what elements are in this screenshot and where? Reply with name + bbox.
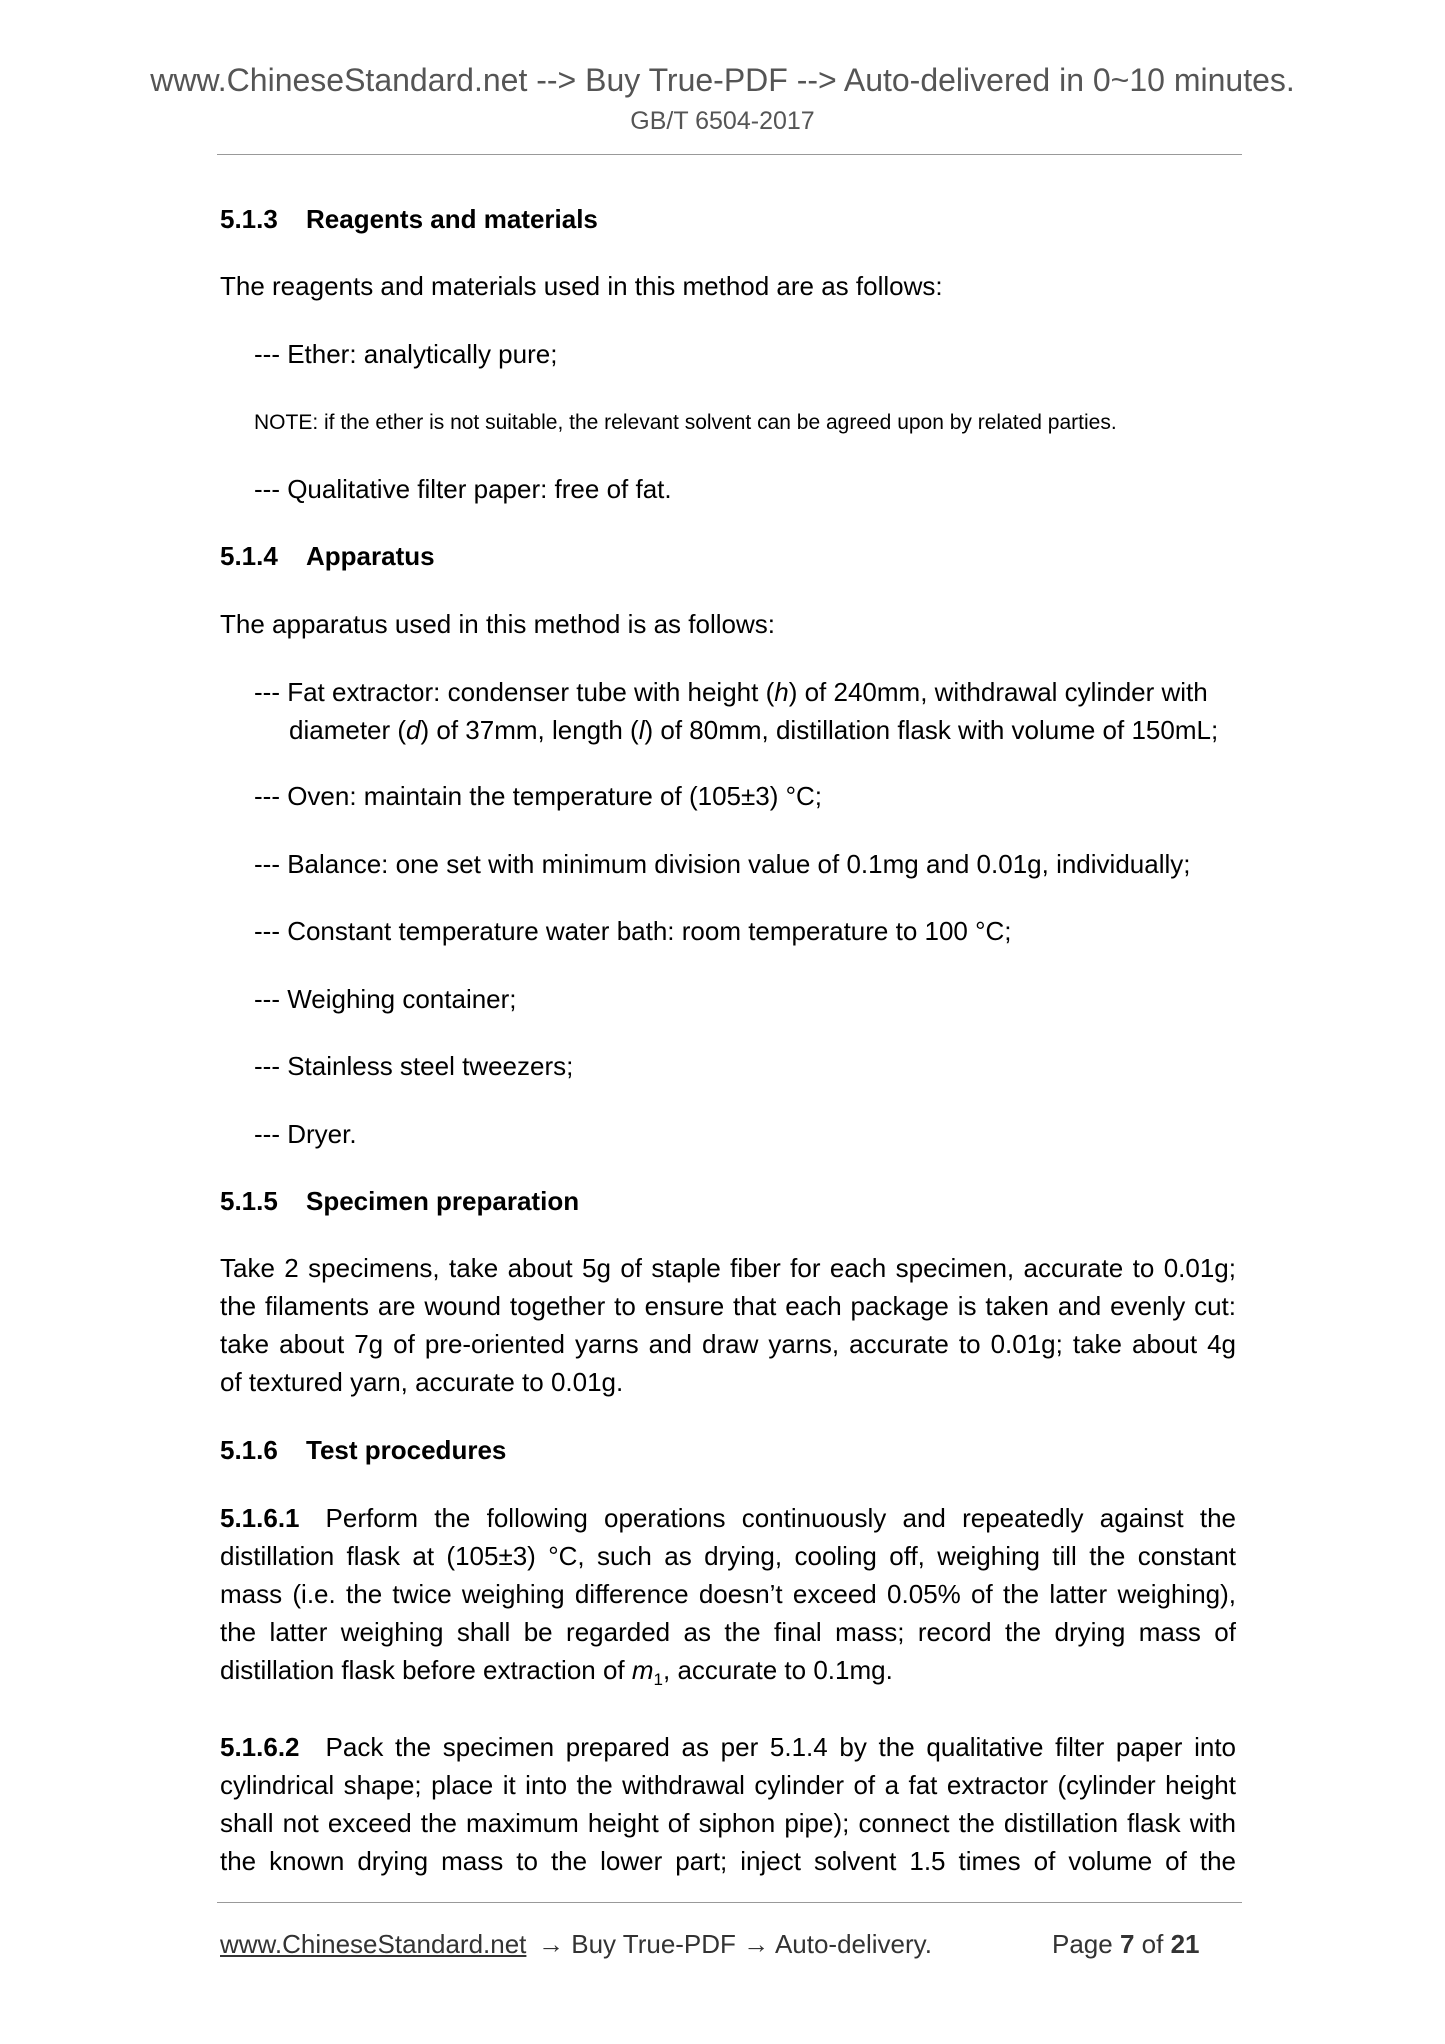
clause-number: 5.1.6.2 xyxy=(220,1732,300,1762)
apparatus-item-oven: --- Oven: maintain the temperature of (105±3) °C; xyxy=(254,781,823,811)
standard-number: GB/T 6504-2017 xyxy=(630,107,815,135)
apparatus-item-dryer: --- Dryer. xyxy=(254,1119,357,1149)
reagents-intro: The reagents and materials used in this method are as follows: xyxy=(220,271,943,301)
symbol-h: h xyxy=(774,677,789,707)
heading-5-1-4 xyxy=(220,537,1236,575)
paragraph-line xyxy=(220,1499,1236,1537)
page-indicator xyxy=(1052,1926,1200,1962)
heading-number: 5.1.5 xyxy=(220,1186,278,1216)
header-divider xyxy=(217,154,1242,155)
paragraph-line: the latter weighing shall be regarded as the final mass; record the drying mass of xyxy=(220,1617,1236,1647)
page-word: Page xyxy=(1052,1929,1113,1959)
heading-title: Test procedures xyxy=(306,1435,507,1465)
paragraph-line: shall not exceed the maximum height of siphon pipe); connect the distillation flask with xyxy=(220,1808,1236,1838)
subscript: 1 xyxy=(653,1670,664,1690)
footer-divider xyxy=(217,1902,1242,1903)
apparatus-item-water-bath: --- Constant temperature water bath: room temperature to 100 °C; xyxy=(254,916,1012,946)
text-run: diameter ( xyxy=(289,715,407,745)
paragraph-line: distillation flask at (105±3) °C, such as drying, cooling off, weighing till the constant xyxy=(220,1541,1236,1571)
heading-5-1-3 xyxy=(220,200,1236,238)
text-run: distillation flask before extraction of xyxy=(220,1655,632,1685)
paragraph-line: the known drying mass to the lower part; inject solvent 1.5 times of volume of the xyxy=(220,1846,1236,1876)
reagent-item-filter-paper: --- Qualitative filter paper: free of fat. xyxy=(254,474,672,504)
apparatus-intro: The apparatus used in this method is as follows: xyxy=(220,609,775,639)
reagent-item-ether: --- Ether: analytically pure; xyxy=(254,339,558,369)
heading-number: 5.1.4 xyxy=(220,541,278,571)
paragraph-line: cylindrical shape; place it into the withdrawal cylinder of a fat extractor (cylinder height xyxy=(220,1770,1236,1800)
apparatus-item-balance: --- Balance: one set with minimum division value of 0.1mg and 0.01g, individually; xyxy=(254,849,1191,879)
paragraph-line xyxy=(220,1651,1236,1689)
apparatus-item-fat-extractor xyxy=(254,673,1236,749)
fat-extractor-line-1 xyxy=(254,673,1236,711)
apparatus-item-tweezers: --- Stainless steel tweezers; xyxy=(254,1051,574,1081)
footer-tagline: → Buy True-PDF → Auto-delivery. xyxy=(538,1929,932,1959)
apparatus-item-weighing-container: --- Weighing container; xyxy=(254,984,517,1014)
paragraph-line: of textured yarn, accurate to 0.01g. xyxy=(220,1367,624,1397)
heading-title: Apparatus xyxy=(306,541,435,571)
text-run: --- Fat extractor: condenser tube with height ( xyxy=(254,677,775,707)
text-run: Perform the following operations continuously and repeatedly against the xyxy=(325,1503,1236,1533)
text-run: Pack the specimen prepared as per 5.1.4 by the qualitative filter paper into xyxy=(325,1732,1236,1762)
paragraph-5-1-6-1 xyxy=(220,1499,1236,1689)
text-run: ) of 240mm, withdrawal cylinder with xyxy=(788,677,1208,707)
clause-number: 5.1.6.1 xyxy=(220,1503,300,1533)
paragraph-line: mass (i.e. the twice weighing difference doesn’t exceed 0.05% of the latter weighing), xyxy=(220,1579,1236,1609)
paragraph-line: the filaments are wound together to ensure that each package is taken and evenly cut: xyxy=(220,1291,1236,1321)
heading-5-1-6 xyxy=(220,1431,1236,1469)
paragraph-5-1-6-2 xyxy=(220,1728,1236,1880)
heading-number: 5.1.3 xyxy=(220,204,278,234)
text-run: , accurate to 0.1mg. xyxy=(663,1655,893,1685)
header-banner: www.ChineseStandard.net --> Buy True-PDF --> Auto-delivered in 0~10 minutes. xyxy=(150,62,1295,98)
page-total: 21 xyxy=(1170,1929,1200,1959)
heading-5-1-5 xyxy=(220,1182,1236,1220)
fat-extractor-line-2 xyxy=(254,711,1236,749)
text-run: ) of 80mm, distillation flask with volume of 150mL; xyxy=(644,715,1219,745)
symbol-l: l xyxy=(638,715,645,745)
heading-title: Reagents and materials xyxy=(306,204,598,234)
paragraph-line xyxy=(220,1728,1236,1766)
specimen-preparation-paragraph xyxy=(220,1249,1236,1401)
text-run: ) of 37mm, length ( xyxy=(420,715,639,745)
footer-link[interactable]: www.ChineseStandard.net xyxy=(220,1929,527,1959)
paragraph-line: take about 7g of pre-oriented yarns and draw yarns, accurate to 0.01g; take about 4g xyxy=(220,1329,1236,1359)
heading-title: Specimen preparation xyxy=(306,1186,580,1216)
symbol-d: d xyxy=(406,715,421,745)
symbol-m: m xyxy=(631,1655,654,1685)
heading-number: 5.1.6 xyxy=(220,1435,278,1465)
of-word: of xyxy=(1141,1929,1164,1959)
ether-note: NOTE: if the ether is not suitable, the relevant solvent can be agreed upon by related parties. xyxy=(254,411,1117,434)
paragraph-line: Take 2 specimens, take about 5g of staple fiber for each specimen, accurate to 0.01g; xyxy=(220,1253,1236,1283)
page-number: 7 xyxy=(1119,1929,1135,1959)
